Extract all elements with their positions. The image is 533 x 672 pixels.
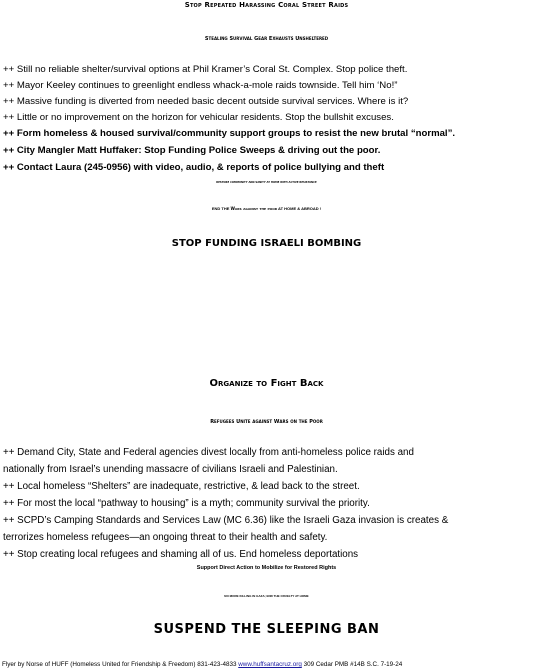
wars-emphasis: Wars against the poor [230,206,278,211]
top-bullet: ++ Mayor Keeley continues to greenlight endless whack-a-mole raids townside. Tell him ‘No!” [3,80,398,91]
bottom-bullet: ++ Local homeless “Shelters” are inadequate, restrictive, & lead back to the street. [3,481,360,492]
bottom-bullet: nationally from Israel’s unending massacre of civilians Israeli and Palestinian. [3,464,338,475]
top-bullet: ++ City Mangler Matt Huffaker: Stop Funding Police Sweeps & driving out the poor. [3,145,381,156]
wars-suffix: AT HOME & ABROAD ! [277,206,322,211]
wars-prefix: END THE [211,206,231,211]
top-bullet: ++ Form homeless & housed survival/community support groups to resist the new brutal “normal”. [3,128,456,139]
top-bullet: ++ Massive funding is diverted from needed basic decent outside survival services. Where is it? [3,96,409,107]
footer-link[interactable]: www.huffsantacruz.org [238,661,302,668]
wars-slogan [0,206,533,211]
footer-credit [2,661,402,668]
top-subheadline: Stealing Survival Gear Exhausts Unsheltered [204,36,329,42]
top-bullet: ++ Contact Laura (245-0956) with video, audio, & reports of police bullying and theft [3,162,385,173]
support-slogan: Support Direct Action to Mobilize for Restored Rights [196,565,337,571]
no-more-killing-slogan: NO MORE KILLING IN GAZA; END THE CRUELTY AT HOME [224,594,309,598]
footer-text: Flyer by Norse of HUFF (Homeless United for Friendship & Freedom) 831-423-4833 [2,661,239,668]
footer-address: 309 Cedar PMB #14B S.C. 7-19-24 [301,661,403,668]
bottom-subheadline: Refugees Unite against Wars on the Poor [210,419,323,425]
suspend-slogan: SUSPEND THE SLEEPING BAN [153,622,380,637]
bottom-headline: Organize to Fight Back [209,378,324,389]
bottom-bullet: ++ SCPD’s Camping Standards and Services Law (MC 6.36) like the Israeli Gaza invasion is creates & [3,515,449,526]
top-headline: Stop Repeated Harassing Coral Street Raids [184,1,349,9]
restore-slogan: RESTORE COMMUNITY AND SANITY AT HOME WITH ACTIVE RESISTANCE [216,181,317,184]
bottom-bullet: ++ Stop creating local refugees and shaming all of us. End homeless deportations [3,549,359,560]
stop-funding-slogan: STOP FUNDING ISRAELI BOMBING [171,238,362,249]
bottom-bullet: ++ For most the local “pathway to housing” is a myth; community survival the priority. [3,498,370,509]
bottom-bullet: ++ Demand City, State and Federal agencies divest locally from anti-homeless police raids and [3,447,414,458]
top-bullet: ++ Still no reliable shelter/survival options at Phil Kramer’s Coral St. Complex. Stop police theft. [3,64,408,75]
top-bullet: ++ Little or no improvement on the horizon for vehicular residents. Stop the bullshit excuses. [3,112,394,123]
bottom-bullet: terrorizes homeless refugees—an ongoing threat to their health and safety. [3,532,328,543]
